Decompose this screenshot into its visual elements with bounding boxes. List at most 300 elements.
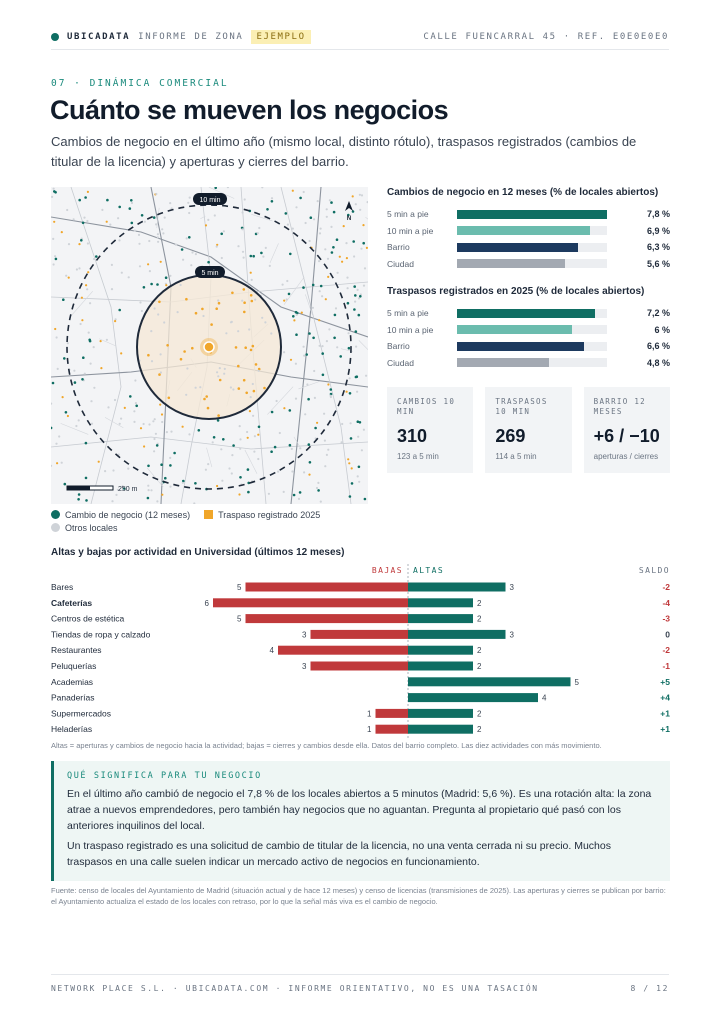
other-local-dot [303, 346, 305, 348]
other-local-dot [195, 387, 197, 389]
change-dot [194, 482, 197, 485]
change-dot [53, 190, 56, 193]
other-local-dot [186, 237, 188, 239]
other-local-dot [326, 208, 328, 210]
change-dot [252, 255, 255, 258]
change-dot [289, 444, 292, 447]
section-lede: Cambios de negocio en el último año (mismo local, distinto rótulo), traspasos registrados (cambios de titular de la licencia) y aperturas y cierres del barrio. [51, 134, 637, 169]
business-change-chart [387, 187, 670, 272]
transfer-dot [327, 383, 329, 385]
change-dot [349, 495, 352, 498]
altas-value: 3 [509, 583, 514, 592]
transfer-dot [235, 346, 238, 349]
other-local-dot [134, 379, 136, 381]
transfer-dot [352, 195, 354, 197]
kpi-transfers [485, 387, 571, 473]
other-local-dot [148, 240, 150, 242]
bar-track [457, 210, 607, 219]
transfer-dot [160, 261, 162, 263]
kpi-value: +6 / −10 [593, 426, 660, 446]
other-local-dot [304, 413, 306, 415]
other-local-dot [337, 272, 339, 274]
ring-5-label: 5 min [201, 270, 219, 277]
change-dot [350, 437, 353, 440]
change-dot [330, 201, 333, 204]
other-local-dot [228, 467, 230, 469]
transfer-dot [238, 493, 240, 495]
kpi-value: 269 [495, 426, 526, 446]
other-local-dot [91, 423, 93, 425]
change-dot [129, 395, 132, 398]
altas-bar [408, 709, 473, 718]
other-local-dot [292, 228, 294, 230]
bar-track [457, 259, 607, 268]
other-local-dot [220, 448, 222, 450]
activity-chart-canvas [51, 560, 670, 740]
bar-track [457, 309, 607, 318]
transfer-dot [124, 407, 126, 409]
activity-note: Altas = aperturas y cambios de negocio hacia la actividad; bajas = cierres y cambios desde ella. Datos del barrio completo. Las diez actividades con más movimiento. [51, 741, 602, 750]
bar-value: 6,6 % [646, 341, 670, 352]
legend-change [51, 510, 190, 520]
other-local-dot [335, 307, 337, 309]
other-local-dot [363, 429, 365, 431]
other-local-dot [217, 375, 219, 377]
transfer-dot [231, 292, 234, 295]
bar-row [387, 223, 670, 240]
other-local-dot [358, 481, 360, 483]
other-local-dot [359, 194, 361, 196]
bar-label: 10 min a pie [387, 324, 434, 335]
transfer-dot [147, 263, 149, 265]
transfer-dot [158, 301, 161, 304]
transfer-dot [114, 320, 116, 322]
change-dot [118, 309, 121, 312]
other-local-dot [161, 421, 163, 423]
altas-bar [408, 598, 473, 607]
bar-row [387, 322, 670, 339]
change-dot [147, 497, 150, 500]
change-dot [299, 197, 302, 200]
change-dot [299, 491, 302, 494]
other-local-dot [320, 501, 322, 503]
other-local-dot [241, 228, 243, 230]
other-local-dot [317, 482, 319, 484]
other-local-dot [237, 245, 239, 247]
change-dot [214, 187, 217, 189]
bar [457, 309, 595, 318]
change-dot [156, 444, 159, 447]
other-local-dot [330, 226, 332, 228]
altas-bar [408, 583, 506, 592]
altas-bar [408, 630, 506, 639]
change-dot [141, 214, 144, 217]
other-local-dot [349, 377, 351, 379]
other-local-dot [76, 268, 78, 270]
bajas-value: 6 [204, 598, 209, 608]
transfer-dot [245, 392, 248, 395]
transfer-dot [247, 437, 249, 439]
other-local-dot [317, 200, 319, 202]
other-local-dot [83, 217, 85, 219]
bar-row [387, 305, 670, 322]
other-local-dot [86, 288, 88, 290]
page-footer [51, 974, 669, 993]
change-dot [52, 382, 55, 385]
other-local-dot [166, 431, 168, 433]
other-local-dot [216, 371, 218, 373]
other-local-dot [227, 187, 229, 188]
other-local-dot [345, 242, 347, 244]
other-local-dot [251, 279, 253, 281]
other-local-dot [258, 370, 260, 372]
transfer-dot [143, 445, 145, 447]
change-dot [106, 199, 109, 202]
other-local-dot [118, 239, 120, 241]
kpi-label: BARRIO 12 MESES [593, 397, 646, 416]
other-local-dot [188, 212, 190, 214]
transfer-dot [140, 427, 142, 429]
brand-dot-icon [51, 33, 59, 41]
other-local-dot [187, 202, 189, 204]
transfer-dot [85, 284, 87, 286]
other-local-dot [355, 203, 357, 205]
other-local-dot [87, 242, 89, 244]
transfer-dot [243, 311, 246, 314]
page-title: Cuánto se mueven los negocios [50, 95, 449, 125]
change-dot [364, 498, 367, 501]
other-local-dot [250, 396, 252, 398]
kpi-neighbourhood [584, 387, 670, 473]
other-local-dot [223, 230, 225, 232]
transfer-dot [210, 323, 213, 326]
other-local-dot [154, 418, 156, 420]
other-local-dot [327, 258, 329, 260]
source-note: Fuente: censo de locales del Ayuntamiento de Madrid (situación actual y de hace 12 meses) y censo de licencias (transmisiones de 2025). Las aperturas y cierres se publican por barrio: el Ayuntamiento actualiza el estado de los locales con retraso, por lo que la señal más viva es el cambio de negocio. [51, 886, 666, 906]
bajas-value: 3 [302, 662, 307, 671]
change-dot [220, 233, 223, 236]
change-dot [173, 452, 176, 455]
other-local-dot [148, 423, 150, 425]
other-local-dot [169, 275, 171, 277]
other-local-dot [149, 270, 151, 272]
other-local-dot [169, 486, 171, 488]
other-local-dot [156, 500, 158, 502]
other-local-dot [153, 438, 155, 440]
change-dot [356, 375, 359, 378]
transfer-dot [283, 407, 285, 409]
change-dot [207, 261, 210, 264]
saldo-value: 0 [665, 629, 670, 640]
kpi-value: 310 [397, 426, 428, 446]
other-local-dot [121, 272, 123, 274]
street [365, 217, 368, 233]
bar-track [457, 243, 607, 252]
transfer-dot [81, 297, 83, 299]
other-local-dot [296, 314, 298, 316]
scale-bar-fill [67, 486, 90, 490]
change-dot [260, 252, 263, 255]
other-local-dot [80, 323, 82, 325]
other-local-dot [361, 449, 363, 451]
other-local-dot [53, 188, 55, 190]
saldo-value: +1 [660, 708, 670, 719]
other-local-dot [248, 328, 250, 330]
other-local-dot [324, 440, 326, 442]
altas-value: 5 [574, 677, 579, 687]
other-local-dot [164, 217, 166, 219]
transfer-dot [159, 404, 161, 406]
change-dot [292, 315, 295, 318]
other-local-dot [52, 238, 54, 240]
activity-label: Tiendas de ropa y calzado [51, 629, 151, 640]
bar-row [387, 239, 670, 256]
other-local-dot [262, 256, 264, 258]
transfer-dot [161, 413, 163, 415]
other-local-dot [128, 276, 130, 278]
other-local-dot [53, 263, 55, 265]
change-dot [65, 411, 68, 414]
other-local-dot [152, 420, 154, 422]
other-local-dot [252, 383, 254, 385]
legend-transfer [204, 510, 320, 520]
bar-value: 5,6 % [646, 258, 670, 269]
transfer-dot [263, 387, 266, 390]
transfer-dot [366, 247, 368, 249]
change-dot [307, 398, 310, 401]
change-dot [164, 477, 167, 480]
change-dot [321, 352, 324, 355]
other-local-dot [244, 198, 246, 200]
change-dot [250, 255, 253, 258]
other-local-dot [303, 191, 305, 193]
change-dot [247, 468, 250, 471]
altas-bar [408, 677, 571, 686]
transfer-dot [168, 397, 171, 400]
other-local-dot [191, 251, 193, 253]
other-local-dot [309, 240, 311, 242]
saldo-value: -3 [662, 613, 670, 624]
other-local-dot [225, 332, 227, 334]
other-local-dot [155, 433, 157, 435]
other-local-dot [66, 209, 68, 211]
other-local-dot [231, 454, 233, 456]
transfer-dot [292, 190, 294, 192]
change-dot [347, 302, 350, 305]
bar-row [387, 206, 670, 223]
other-local-dot [232, 388, 234, 390]
street [71, 187, 121, 504]
transfer-dot [252, 345, 255, 348]
activity-label: Cafeterías [51, 597, 93, 608]
activity-label: Restaurantes [51, 645, 102, 656]
other-local-dot [89, 302, 91, 304]
other-local-dot [341, 423, 343, 425]
other-local-dot [271, 197, 273, 199]
transfer-dot [87, 271, 89, 273]
other-local-dot [139, 301, 141, 303]
transfer-dot [257, 434, 259, 436]
other-local-dot [358, 297, 360, 299]
other-local-dot [90, 400, 92, 402]
other-local-dot [316, 487, 318, 489]
other-local-dot [56, 336, 58, 338]
other-local-dot [182, 259, 184, 261]
other-local-dot [268, 493, 270, 495]
other-local-dot [141, 310, 143, 312]
other-local-dot [359, 209, 361, 211]
other-local-dot [51, 196, 53, 198]
transfer-dot [207, 407, 210, 410]
bar [457, 342, 584, 351]
brand [51, 30, 311, 44]
section-eyebrow: 07 · DINÁMICA COMERCIAL [51, 78, 229, 89]
other-local-dot [355, 346, 357, 348]
other-local-dot [193, 502, 195, 504]
other-local-dot [253, 451, 255, 453]
other-local-dot [117, 217, 119, 219]
change-dot [358, 314, 361, 317]
change-dot [353, 285, 356, 288]
change-dot [81, 378, 84, 381]
other-local-dot [286, 280, 288, 282]
other-local-dot [180, 284, 182, 286]
change-dot [339, 355, 342, 358]
report-type: INFORME DE ZONA [138, 32, 244, 42]
transfer-dot [81, 319, 83, 321]
altas-bar [408, 662, 473, 671]
other-local-dot [291, 448, 293, 450]
other-local-dot [161, 228, 163, 230]
legend-other-label: Otros locales [65, 522, 118, 533]
change-dot [74, 381, 77, 384]
change-dot [310, 216, 313, 219]
bar-value: 7,2 % [646, 308, 670, 319]
change-dot [289, 409, 292, 412]
bar-label: 5 min a pie [387, 209, 429, 220]
street [270, 243, 279, 263]
transfer-dot [325, 298, 327, 300]
other-local-dot [157, 241, 159, 243]
change-dot [334, 314, 337, 317]
transfer-dot [250, 349, 253, 352]
bajas-value: 3 [302, 630, 307, 640]
north-arrow-icon [345, 201, 353, 211]
location-pin-icon [204, 342, 214, 352]
other-local-dot [84, 373, 86, 375]
change-dot [118, 206, 121, 209]
other-local-dot [341, 441, 343, 443]
other-local-dot [139, 265, 141, 267]
other-local-dot [135, 402, 137, 404]
change-dot [270, 450, 273, 453]
transfer-dot [243, 379, 246, 382]
change-dot [232, 444, 235, 447]
bar-row [387, 338, 670, 355]
change-dot [131, 222, 134, 225]
transfer-dot [253, 390, 256, 393]
other-local-dot [257, 458, 259, 460]
kpi-sub: aperturas / cierres [593, 452, 659, 461]
bar-value: 7,8 % [646, 209, 670, 220]
saldo-value: -2 [662, 582, 670, 592]
other-local-dot [326, 216, 328, 218]
other-local-dot [282, 284, 284, 286]
change-dot [271, 411, 274, 414]
transfer-dot [283, 300, 285, 302]
transfer-dot [195, 312, 198, 315]
altas-value: 2 [477, 662, 482, 671]
altas-value: 3 [509, 630, 514, 640]
scale-label: 250 m [118, 486, 138, 493]
change-dot [84, 196, 87, 199]
other-local-dot [327, 449, 329, 451]
other-local-dot [257, 232, 259, 234]
other-local-dot [239, 425, 241, 427]
other-local-dot [153, 450, 155, 452]
transfer-dot [251, 300, 254, 303]
other-local-dot [254, 435, 256, 437]
chart-title: Cambios de negocio en 12 meses (% de locales abiertos) [387, 187, 659, 198]
kpi-label: TRASPASOS 10 MIN [495, 397, 548, 416]
transfer-dot [327, 276, 329, 278]
other-local-dot [51, 403, 52, 405]
other-local-dot [88, 332, 90, 334]
other-local-dot [323, 413, 325, 415]
bajas-bar [278, 646, 408, 655]
altas-value: 2 [477, 614, 482, 624]
saldo-value: -4 [662, 597, 670, 608]
other-local-dot [207, 463, 209, 465]
transfer-dot [290, 359, 292, 361]
change-dot [63, 357, 66, 360]
other-local-dot [101, 209, 103, 211]
other-local-dot [356, 391, 358, 393]
change-dot [51, 427, 52, 430]
other-local-dot [357, 436, 359, 438]
other-local-dot [277, 471, 279, 473]
other-local-dot [186, 367, 188, 369]
transfer-dot [243, 301, 246, 304]
other-local-dot [114, 399, 116, 401]
other-local-dot [242, 211, 244, 213]
activity-label: Academias [51, 676, 94, 687]
altas-bar [408, 725, 473, 734]
transfer-dot [120, 352, 122, 354]
other-local-dot [65, 275, 67, 277]
transfer-dot [249, 410, 251, 412]
bar [457, 259, 565, 268]
other-local-dot [324, 465, 326, 467]
transfer-dot [100, 367, 102, 369]
bar-label: Barrio [387, 341, 410, 352]
change-dot [247, 491, 250, 494]
other-local-dot [150, 330, 152, 332]
transfers-chart [387, 286, 670, 371]
saldo-value: -2 [662, 645, 670, 656]
other-local-dot [190, 264, 192, 266]
kpi-sub: 123 a 5 min [397, 452, 439, 461]
street [359, 340, 368, 351]
transfer-dot [185, 298, 188, 301]
change-dot [305, 353, 308, 356]
other-local-dot [276, 400, 278, 402]
other-local-dot [237, 330, 239, 332]
other-local-dot [73, 370, 75, 372]
transfer-dot [87, 191, 89, 193]
other-local-dot [219, 367, 221, 369]
change-dot [355, 330, 358, 333]
